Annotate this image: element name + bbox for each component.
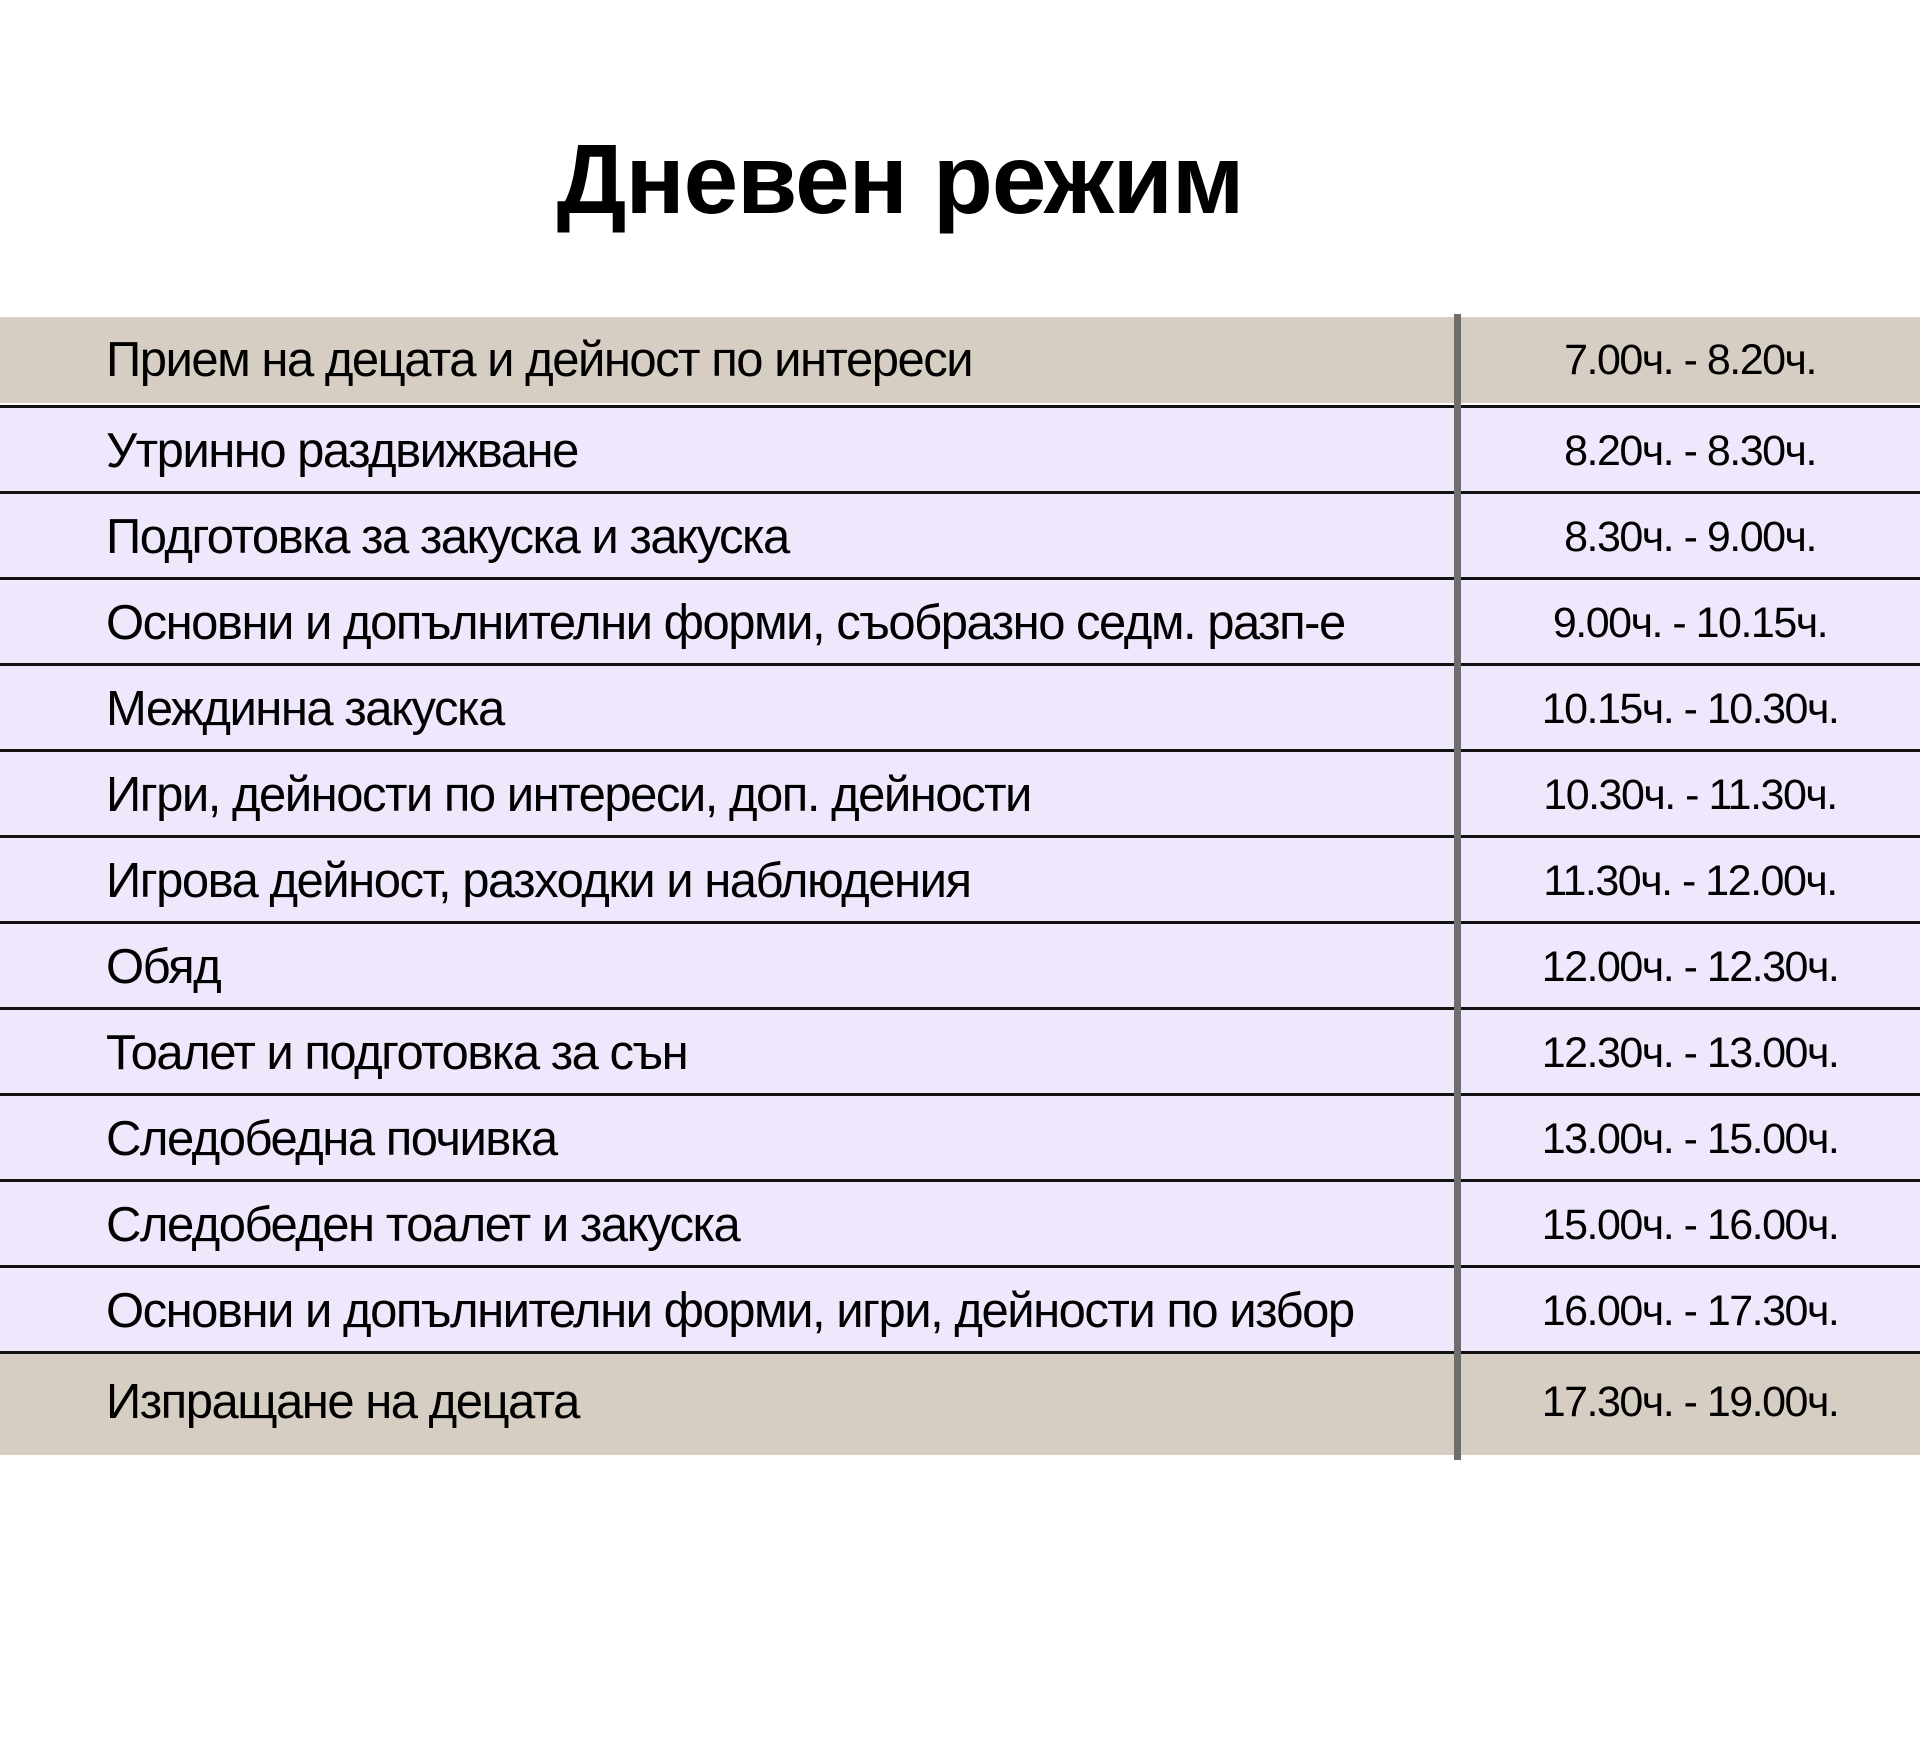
activity-cell: Подготовка за закуска и закуска: [106, 510, 789, 564]
schedule-row: [0, 838, 1920, 924]
schedule-row: [0, 1268, 1920, 1354]
time-cell: 8.20ч. - 8.30ч.: [1564, 427, 1816, 475]
activity-cell: Основни и допълнителни форми, игри, дейности по избор: [106, 1284, 1354, 1338]
schedule-row: [0, 1096, 1920, 1182]
activity-cell: Следобеден тоалет и закуска: [106, 1198, 740, 1252]
activity-cell: Прием на децата и дейност по интереси: [106, 333, 973, 387]
activity-cell: Междинна закуска: [106, 682, 504, 736]
time-cell: 10.15ч. - 10.30ч.: [1541, 685, 1839, 733]
time-cell: 7.00ч. - 8.20ч.: [1564, 336, 1816, 384]
time-cell: 11.30ч. - 12.00ч.: [1543, 857, 1837, 905]
schedule-row: [0, 1010, 1920, 1096]
column-divider: [1454, 314, 1461, 1460]
schedule-row: [0, 408, 1920, 494]
time-cell: 8.30ч. - 9.00ч.: [1564, 513, 1816, 561]
schedule-row: [0, 1354, 1920, 1455]
schedule-row: [0, 924, 1920, 1010]
activity-cell: Тоалет и подготовка за сън: [106, 1026, 688, 1080]
schedule-row: [0, 666, 1920, 752]
activity-cell: Обяд: [106, 940, 221, 994]
schedule-row: [0, 494, 1920, 580]
schedule-row: [0, 317, 1920, 403]
activity-cell: Изпращане на децата: [106, 1375, 579, 1429]
time-cell: 16.00ч. - 17.30ч.: [1541, 1287, 1839, 1335]
time-cell: 12.30ч. - 13.00ч.: [1541, 1029, 1839, 1077]
time-cell: 12.00ч. - 12.30ч.: [1541, 943, 1839, 991]
activity-cell: Утринно раздвижване: [106, 424, 578, 478]
time-cell: 9.00ч. - 10.15ч.: [1552, 599, 1828, 647]
schedule-table: [0, 317, 1920, 1455]
activity-cell: Игри, дейности по интереси, доп. дейности: [106, 768, 1031, 822]
time-cell: 10.30ч. - 11.30ч.: [1543, 771, 1837, 819]
time-cell: 13.00ч. - 15.00ч.: [1541, 1115, 1839, 1163]
schedule-row: [0, 1182, 1920, 1268]
activity-cell: Основни и допълнителни форми, съобразно седм. разп-е: [106, 596, 1345, 650]
schedule-row: [0, 580, 1920, 666]
time-cell: 15.00ч. - 16.00ч.: [1541, 1201, 1839, 1249]
activity-cell: Игрова дейност, разходки и наблюдения: [106, 854, 971, 908]
page-title: Дневен режим: [556, 124, 1244, 234]
schedule-row: [0, 752, 1920, 838]
activity-cell: Следобедна почивка: [106, 1112, 557, 1166]
time-cell: 17.30ч. - 19.00ч.: [1541, 1378, 1839, 1426]
